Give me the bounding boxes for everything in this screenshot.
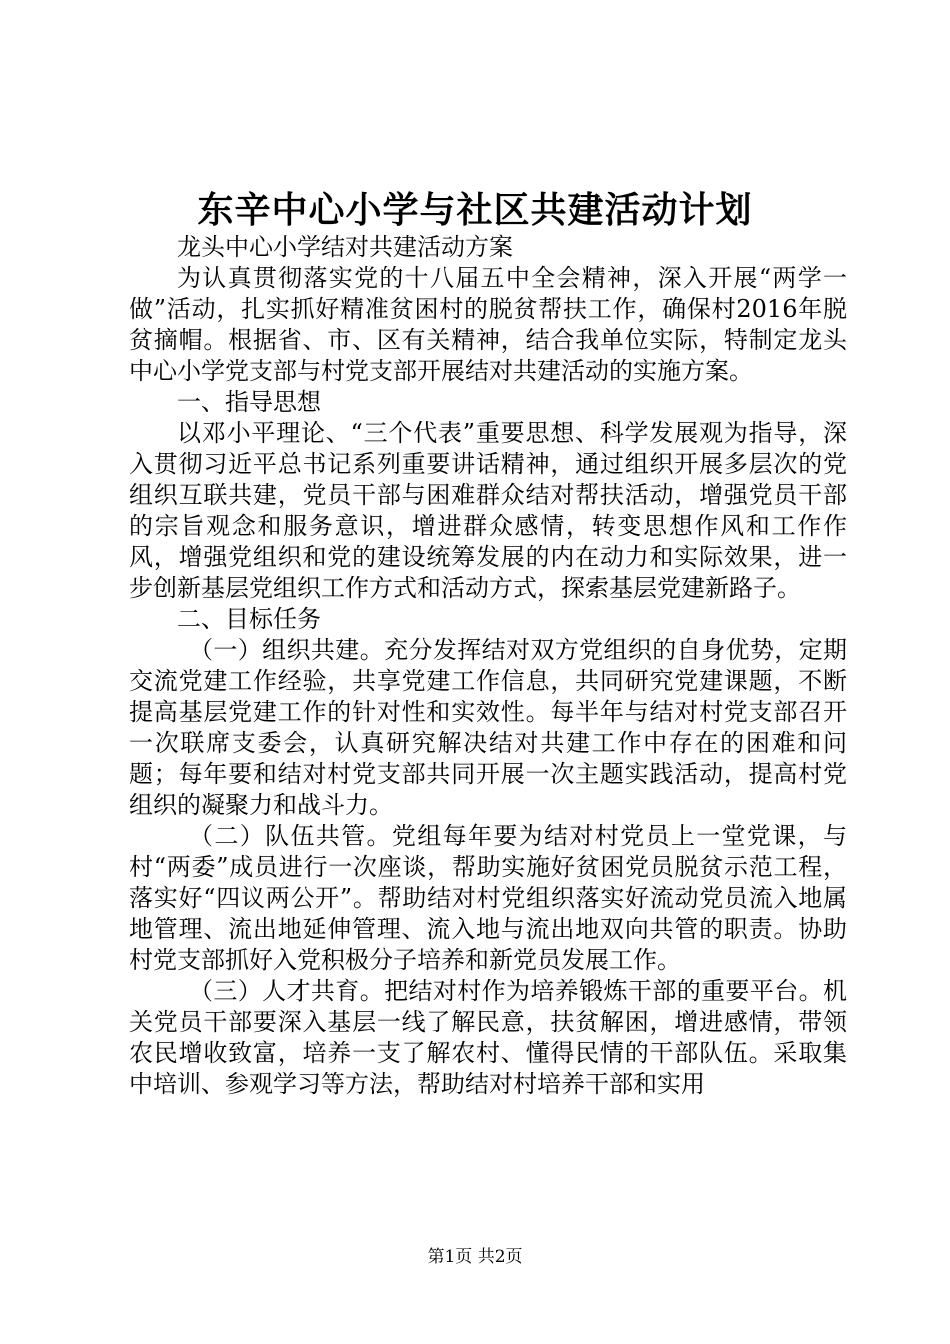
goal-item-talent: （三）人才共育。把结对村作为培养锻炼干部的重要平台。机关党员干部要深入基层一线了解民意，扶贫解困，增进感情，带领农民增收致富，培养一支了解农村、懂得民情的干部队伍。采取集中培训、参观学习等方法，帮助结对村培养干部和实用	[129, 977, 847, 1098]
subtitle-paragraph: 龙头中心小学结对共建活动方案	[177, 233, 513, 261]
intro-paragraph: 为认真贯彻落实党的十八届五中全会精神，深入开展“两学一做”活动，扎实抓好精准贫困村的脱贫帮扶工作，确保村2016年脱贫摘帽。根据省、市、区有关精神，结合我单位实际，特制定龙头中心小学党支部与村党支部开展结对共建活动的实施方案。	[129, 264, 847, 385]
document-title: 东辛中心小学与社区共建活动计划	[197, 189, 753, 231]
page-number-footer: 第1页 共2页	[427, 1247, 523, 1267]
document-body	[129, 232, 847, 1100]
goal-item-organization: （一）组织共建。充分发挥结对双方党组织的自身优势，定期交流党建工作经验，共享党建工作信息，共同研究党建课题，不断提高基层党建工作的针对性和实效性。每半年与结对村党支部召开一次联席支委会，认真研究解决结对共建工作中存在的困难和问题；每年要和结对村党支部共同开展一次主题实践活动，提高村党组织的凝聚力和战斗力。	[129, 636, 847, 819]
section-heading-guiding-thought: 一、指导思想	[177, 388, 321, 416]
goal-item-team: （二）队伍共管。党组每年要为结对村党员上一堂党课，与村“两委”成员进行一次座谈，帮助实施好贫困党员脱贫示范工程，落实好“四议两公开”。帮助结对村党组织落实好流动党员流入地属地管理、流出地延伸管理、流入地与流出地双向共管的职责。协助村党支部抓好入党积极分子培养和新党员发展工作。	[129, 822, 847, 974]
section-heading-goals: 二、目标任务	[177, 605, 321, 633]
guiding-thought-paragraph: 以邓小平理论、“三个代表”重要思想、科学发展观为指导，深入贯彻习近平总书记系列重要讲话精神，通过组织开展多层次的党组织互联共建，党员干部与困难群众结对帮扶活动，增强党员干部的宗旨观念和服务意识，增进群众感情，转变思想作风和工作作风，增强党组织和党的建设统筹发展的内在动力和实际效果，进一步创新基层党组织工作方式和活动方式，探索基层党建新路子。	[129, 419, 847, 602]
